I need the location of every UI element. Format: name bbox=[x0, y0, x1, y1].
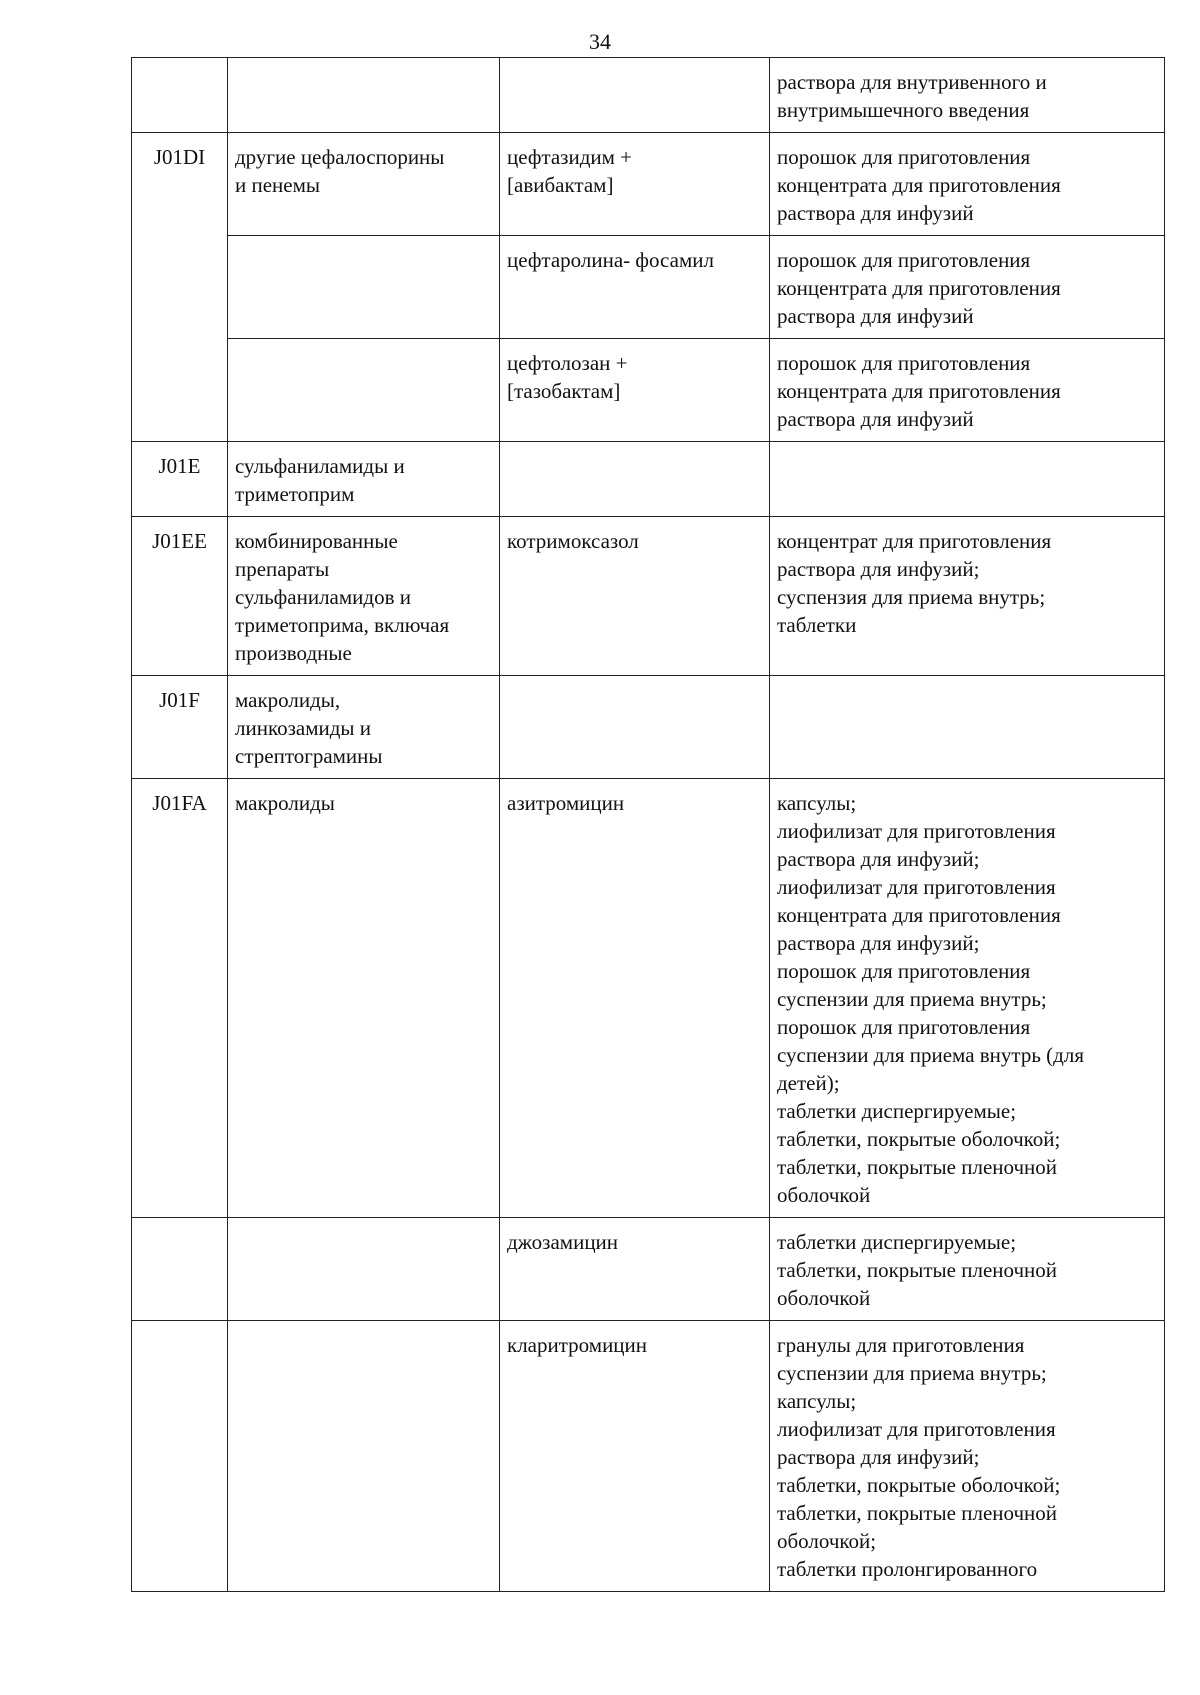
dosage-forms-line: раствора для инфузий bbox=[777, 201, 974, 225]
table-row bbox=[132, 1321, 1165, 1592]
drug-line: котримоксазол bbox=[507, 529, 639, 553]
drug-line: цефтаролина- фосамил bbox=[507, 248, 714, 272]
dosage-forms-line: таблетки диспергируемые; bbox=[777, 1099, 1017, 1123]
dosage-forms-line: раствора для инфузий; bbox=[777, 847, 980, 871]
dosage-forms-line: концентрат для приготовления bbox=[777, 529, 1052, 553]
dosage-forms-line: лиофилизат для приготовления bbox=[777, 875, 1056, 899]
dosage-forms-line: таблетки, покрытые пленочной bbox=[777, 1258, 1058, 1282]
drug-cell bbox=[500, 1321, 770, 1592]
group-line: триметоприм bbox=[235, 482, 355, 506]
code-cell bbox=[132, 1321, 228, 1592]
dosage-forms-cell bbox=[770, 1218, 1165, 1321]
dosage-forms-line: лиофилизат для приготовления bbox=[777, 819, 1056, 843]
dosage-forms-line: суспензии для приема внутрь; bbox=[777, 1361, 1047, 1385]
dosage-forms-cell bbox=[770, 58, 1165, 133]
dosage-forms-line: порошок для приготовления bbox=[777, 145, 1031, 169]
group-cell bbox=[228, 1218, 500, 1321]
group-cell bbox=[228, 339, 500, 442]
atc-code: J01FA bbox=[152, 791, 207, 815]
page-number: 34 bbox=[589, 29, 611, 54]
drug-cell bbox=[500, 339, 770, 442]
dosage-forms-line: раствора для инфузий; bbox=[777, 1445, 980, 1469]
dosage-forms-line: капсулы; bbox=[777, 791, 857, 815]
dosage-forms-line: порошок для приготовления bbox=[777, 351, 1031, 375]
drug-cell bbox=[500, 236, 770, 339]
drug-line: кларитромицин bbox=[507, 1333, 648, 1357]
dosage-forms-line: оболочкой; bbox=[777, 1529, 877, 1553]
table-row bbox=[132, 779, 1165, 1218]
dosage-forms-line: внутримышечного введения bbox=[777, 98, 1030, 122]
dosage-forms-line: концентрата для приготовления bbox=[777, 173, 1061, 197]
dosage-forms-line: гранулы для приготовления bbox=[777, 1333, 1025, 1357]
group-cell bbox=[228, 676, 500, 779]
dosage-forms-cell bbox=[770, 339, 1165, 442]
dosage-forms-line: таблетки, покрытые пленочной bbox=[777, 1501, 1058, 1525]
code-cell bbox=[132, 133, 228, 236]
group-cell bbox=[228, 779, 500, 1218]
dosage-forms-line: оболочкой bbox=[777, 1286, 871, 1310]
dosage-forms-line: раствора для инфузий; bbox=[777, 931, 980, 955]
table-row bbox=[132, 442, 1165, 517]
group-line: макролиды bbox=[235, 791, 335, 815]
dosage-forms-line: суспензии для приема внутрь (для bbox=[777, 1043, 1085, 1067]
dosage-forms-line: капсулы; bbox=[777, 1389, 857, 1413]
code-cell bbox=[132, 339, 228, 442]
group-cell bbox=[228, 58, 500, 133]
group-cell bbox=[228, 236, 500, 339]
group-line: препараты bbox=[235, 557, 330, 581]
table-row bbox=[132, 517, 1165, 676]
dosage-forms-cell bbox=[770, 517, 1165, 676]
drug-cell bbox=[500, 1218, 770, 1321]
group-line: комбинированные bbox=[235, 529, 398, 553]
group-line: макролиды, bbox=[235, 688, 341, 712]
dosage-forms-cell bbox=[770, 1321, 1165, 1592]
group-line: сульфаниламидов и bbox=[235, 585, 411, 609]
dosage-forms-line: таблетки, покрытые пленочной bbox=[777, 1155, 1058, 1179]
dosage-forms-line: концентрата для приготовления bbox=[777, 276, 1061, 300]
group-line: сульфаниламиды и bbox=[235, 454, 405, 478]
table-row bbox=[132, 1218, 1165, 1321]
group-cell bbox=[228, 517, 500, 676]
drug-cell bbox=[500, 779, 770, 1218]
atc-code: J01F bbox=[159, 688, 200, 712]
code-cell bbox=[132, 442, 228, 517]
atc-code: J01E bbox=[158, 454, 201, 478]
table-body bbox=[132, 58, 1165, 1592]
drug-line: цефтазидим + bbox=[507, 145, 633, 169]
dosage-forms-line: суспензия для приема внутрь; bbox=[777, 585, 1046, 609]
dosage-forms-line: таблетки, покрытые оболочкой; bbox=[777, 1473, 1061, 1497]
dosage-forms-cell bbox=[770, 676, 1165, 779]
group-cell bbox=[228, 1321, 500, 1592]
group-cell bbox=[228, 133, 500, 236]
drug-cell bbox=[500, 58, 770, 133]
dosage-forms-line: детей); bbox=[777, 1071, 840, 1095]
drug-line: азитромицин bbox=[507, 791, 625, 815]
dosage-forms-line: суспензии для приема внутрь; bbox=[777, 987, 1047, 1011]
dosage-forms-line: раствора для внутривенного и bbox=[777, 70, 1047, 94]
code-cell bbox=[132, 236, 228, 339]
table-row bbox=[132, 676, 1165, 779]
code-cell bbox=[132, 517, 228, 676]
group-line: и пенемы bbox=[235, 173, 321, 197]
dosage-forms-line: раствора для инфузий bbox=[777, 407, 974, 431]
code-cell bbox=[132, 1218, 228, 1321]
drug-table bbox=[131, 57, 1165, 1592]
group-line: триметоприма, включая bbox=[235, 613, 450, 637]
dosage-forms-line: порошок для приготовления bbox=[777, 959, 1031, 983]
group-line: линкозамиды и bbox=[235, 716, 372, 740]
code-cell bbox=[132, 676, 228, 779]
drug-cell bbox=[500, 442, 770, 517]
dosage-forms-line: раствора для инфузий; bbox=[777, 557, 980, 581]
dosage-forms-line: концентрата для приготовления bbox=[777, 379, 1061, 403]
code-cell bbox=[132, 779, 228, 1218]
dosage-forms-line: таблетки диспергируемые; bbox=[777, 1230, 1017, 1254]
group-cell bbox=[228, 442, 500, 517]
table-row bbox=[132, 339, 1165, 442]
drug-cell bbox=[500, 133, 770, 236]
dosage-forms-line: таблетки пролонгированного bbox=[777, 1557, 1038, 1581]
drug-line: [тазобактам] bbox=[507, 379, 621, 403]
atc-code: J01DI bbox=[153, 145, 206, 169]
group-line: стрептограмины bbox=[235, 744, 383, 768]
dosage-forms-cell bbox=[770, 779, 1165, 1218]
dosage-forms-cell bbox=[770, 133, 1165, 236]
drug-cell bbox=[500, 676, 770, 779]
dosage-forms-line: таблетки, покрытые оболочкой; bbox=[777, 1127, 1061, 1151]
table-row bbox=[132, 236, 1165, 339]
dosage-forms-line: раствора для инфузий bbox=[777, 304, 974, 328]
drug-line: [авибактам] bbox=[507, 173, 614, 197]
code-cell bbox=[132, 58, 228, 133]
drug-line: цефтолозан + bbox=[507, 351, 628, 375]
drug-line: джозамицин bbox=[507, 1230, 619, 1254]
dosage-forms-line: порошок для приготовления bbox=[777, 248, 1031, 272]
dosage-forms-cell bbox=[770, 236, 1165, 339]
group-line: другие цефалоспорины bbox=[235, 145, 445, 169]
dosage-forms-cell bbox=[770, 442, 1165, 517]
dosage-forms-line: лиофилизат для приготовления bbox=[777, 1417, 1056, 1441]
table-row bbox=[132, 58, 1165, 133]
drug-cell bbox=[500, 517, 770, 676]
dosage-forms-line: таблетки bbox=[777, 613, 857, 637]
dosage-forms-line: концентрата для приготовления bbox=[777, 903, 1061, 927]
dosage-forms-line: порошок для приготовления bbox=[777, 1015, 1031, 1039]
table-row bbox=[132, 133, 1165, 236]
group-line: производные bbox=[235, 641, 352, 665]
dosage-forms-line: оболочкой bbox=[777, 1183, 871, 1207]
atc-code: J01EE bbox=[152, 529, 207, 553]
